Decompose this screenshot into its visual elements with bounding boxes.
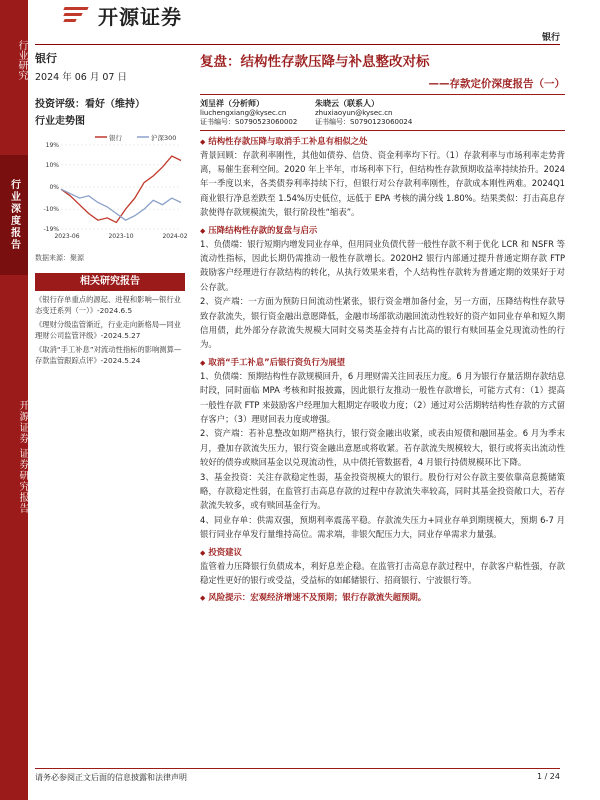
- title-divider: [200, 94, 565, 95]
- authors: [200, 99, 565, 128]
- legend-label: 沪深300: [151, 134, 177, 142]
- report-subtitle: ——存款定价深度报告（一）: [428, 78, 565, 90]
- sidebar-report-type: 行业深度报告: [0, 155, 28, 275]
- section-paragraph: 监管着力压降银行负债成本，利好息差企稳。在监管打击高息存款过程中，存款客户粘性强，存款稳定性更好的银行或受益，受益标的如邮储银行、招商银行、宁波银行等。: [200, 560, 565, 586]
- y-tick-label: -19%: [43, 226, 59, 233]
- trend-chart: [35, 131, 188, 251]
- x-tick-label: 2023-06: [54, 233, 80, 240]
- author-email[interactable]: zhuxiaoyun@kysec.cn: [315, 108, 393, 117]
- sidebar-brand: 开源证券 证券研究报告: [17, 400, 28, 515]
- section-paragraph: 1、负债端：预期结构性存款规模回升，6 月理财需关注回表压力度。6 月为银行存量活期存款结息时段，同时面临 MPA 考核和时报披露，因此银行友推动一般性存款增长，可能方式有：（1）提高一般性存款 FTP 来鼓励客户经理加大粗期定存吸收力度；（2）通过对公活期转结构性存款的方式留存客户；（3）理财回表力度或增强。: [200, 370, 565, 424]
- related-reports-list: [35, 294, 185, 366]
- y-tick-label: -10%: [43, 206, 59, 214]
- trend-title: 行业走势图: [35, 116, 85, 127]
- author-2: [315, 99, 430, 128]
- section-heading: ◆ 投资建议: [200, 546, 565, 559]
- related-report-item[interactable]: 《取消“手工补息”对流动性指标的影响测算—存款监管跟踪点评》-2024.5.24: [35, 345, 182, 365]
- section-paragraph: 1、负债端：银行短期内增发同业存单，但用同业负债代替一般性存款不利于优化 LCR 和 NSFR 等流动性指标，因此长期仍需推动一般性存款增长。2020H2 银行内部通过提升普通定期存款 FTP 鼓励客户经理进行存款结构的转化，从执行效果来看，个人结构性存款转为普通定期的效果好于对公存款。: [200, 238, 565, 292]
- trend-chart-svg: [35, 131, 188, 251]
- page-number: 1 / 24: [536, 772, 560, 781]
- section-heading: ◆ 风险提示：宏观经济增速不及预期；银行存款流失超预期。: [200, 591, 565, 604]
- section-paragraph: 4、同业存单：供需双强，预期利率震荡平稳。存款流失压力+同业存单到期规模大，预期 6-7 月银行同业存单发行量维持高位。需求端，非银欠配压力大，同业存单需求力量强。: [200, 514, 565, 540]
- section-heading: ◆ 取消“手工补息”后银行资负行为展望: [200, 356, 565, 369]
- sidebar: [0, 0, 28, 800]
- related-reports-title: 相关研究报告: [35, 273, 185, 291]
- section-paragraph: 3、基金投资：关注存款稳定性弱，基金投资规模大的银行。股份行对公存款主要依靠高息揽储策略，存款稳定性弱，在监管打击高息存款的过程中存款流失率较高，同时其基金投资敞口大，若存款流失较多，或有赎回基金行为。: [200, 471, 565, 511]
- report-sections: [200, 135, 565, 605]
- legend-label: 银行: [109, 134, 122, 142]
- author-email[interactable]: liuchengxiang@kysec.cn: [200, 108, 287, 117]
- report-title: 复盘：结构性存款压降与补息整改对标: [200, 54, 430, 70]
- section-heading: ◆ 结构性存款压降与取消手工补息有相似之处: [200, 135, 565, 148]
- logo-mark-icon: [62, 5, 92, 25]
- related-report-item[interactable]: 《理财分级监管渐近，行业走向新格局—同业理财公司监管评级》-2024.5.27: [35, 320, 181, 340]
- logo: [62, 4, 182, 29]
- y-tick-label: 0%: [49, 184, 59, 191]
- data-source: 数据来源：聚源: [35, 254, 84, 262]
- sector-tag: 银行: [541, 33, 560, 43]
- author-name: 朱晓云（联系人）: [315, 99, 379, 108]
- report-date: 2024 年 06 月 07 日: [35, 72, 127, 83]
- main-content: [200, 50, 565, 604]
- footer-divider: [35, 768, 560, 769]
- author-1: [200, 99, 315, 128]
- x-tick-label: 2023-10: [108, 233, 134, 240]
- sector-name: 银行: [35, 52, 57, 65]
- x-tick-label: 2024-02: [162, 233, 188, 240]
- footer-disclaimer: 请务必参阅正文后面的信息披露和法律声明: [35, 773, 187, 782]
- section-paragraph: 2、资产端：若补息整改如期严格执行，银行资金融出收紧，或表由短债和融回基金。6 月为季末月，叠加存款流失压力，银行资金融出意愿或将收紧。若存款流失规模较大，银行或将卖出流动性较好的债券或赎回基金以兑现流动性，从中债托管数据看，4 月银行持债规模环比下降。: [200, 428, 565, 468]
- y-tick-label: 10%: [45, 161, 59, 169]
- investment-rating: 投资评级：看好（维持）: [35, 99, 145, 110]
- sidebar-top-label: 行业研究: [16, 40, 27, 80]
- related-report-item[interactable]: 《银行存单重点的源起、进程和影响—银行业态变迁系列（一）》-2024.6.5: [35, 295, 181, 315]
- section-paragraph: 背景回顾：存款利率刚性，其他如债券、信贷、资金利率均下行。（1）存款利率与市场利率走势背离，易催生套利空间。2020 年上半年，市场利率下行，但结构性存款预期收益率持续抬升。2024 年一季度以来，各类债券利率持续下行，但银行对公存款利率刚性，存款成本刚性两难。2024Q1 商业银行净息差跌至 1.54%历史低位，远低于 EPA 考核的满分线 1.80%。结果类似：打击高息存款使得存款规模流失，银行阶段性“缩表”。: [200, 149, 565, 218]
- y-tick-label: 19%: [45, 142, 59, 149]
- logo-text: 开源证券: [98, 4, 182, 29]
- author-name: 刘呈祥（分析师）: [200, 99, 264, 108]
- author-cert: 证书编号：S0790123060024: [315, 118, 413, 126]
- section-heading: ◆ 压降结构性存款的复盘与启示: [200, 224, 565, 237]
- author-divider: [200, 130, 565, 131]
- header-divider: [35, 44, 560, 45]
- section-paragraph: 2、资产端：一方面为预防日间流动性紧张，银行资金增加备付金，另一方面，压降结构性存款导致存款流失，银行资金融出意愿降低，金融市场部欲动融回流动性较好的资产如同业存单和短久期信用债，此外部分存款流失规模大同时交易类基金持有占比高的银行有赎回基金兑现流动性的行为。: [200, 296, 565, 350]
- author-cert: 证书编号：S0790523060002: [200, 118, 298, 126]
- left-column: [35, 50, 188, 366]
- series-line: [61, 156, 181, 222]
